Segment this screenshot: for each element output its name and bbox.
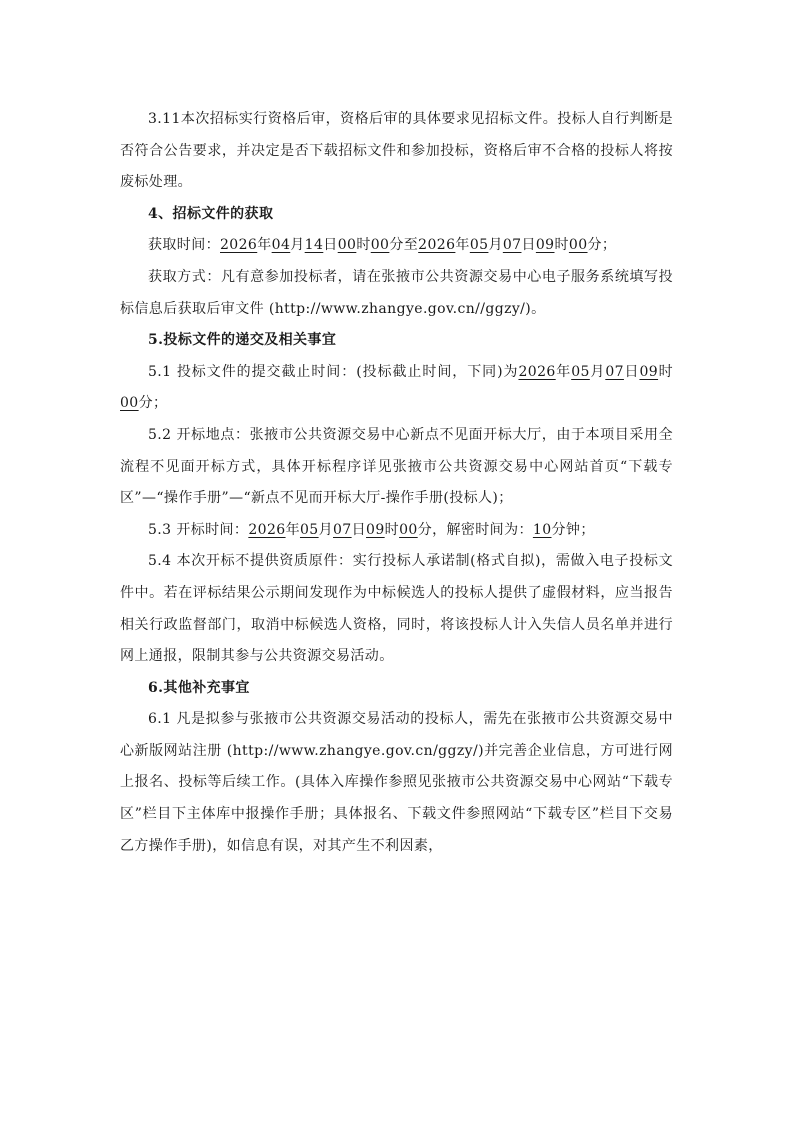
unit-text: 分；	[138, 395, 168, 412]
unit-text: 月	[589, 363, 606, 380]
deadline-hour: 09	[639, 363, 659, 380]
unit-text: 时	[384, 521, 400, 538]
end-minute: 00	[568, 237, 588, 254]
unit-text: 年	[455, 237, 470, 254]
unit-text: 分；	[587, 237, 617, 254]
unit-text: 日	[323, 237, 338, 254]
obtain-time-label: 获取时间：	[148, 237, 220, 254]
unit-text: 日	[623, 363, 640, 380]
unit-text: 时	[554, 237, 569, 254]
unit-text: 时	[658, 363, 674, 380]
start-month: 04	[271, 237, 291, 254]
unit-text: 日	[521, 237, 536, 254]
opening-year: 2026	[248, 521, 286, 538]
opening-day: 07	[333, 521, 352, 538]
paragraph-6-1: 6.1 凡是拟参与张掖市公共资源交易活动的投标人，需先在张掖市公共资源交易中心新版网站注册 (http://www.zhangye.gov.cn/ggzy/)并完善企业信息，方可进行网上报名、投标等后续工作。(具体入库操作参照见张掖市公共资源交易中心网站“下载专区”栏目下主体库中报操作手册；具体报名、下载文件参照网站“下载专区”栏目下交易乙方操作手册)，如信息有误，对其产生不利因素，	[120, 711, 673, 854]
heading-section-5: 5.投标文件的递交及相关事宜	[148, 332, 337, 349]
unit-text: 月	[290, 237, 305, 254]
unit-text: 年	[257, 237, 272, 254]
end-month: 05	[469, 237, 489, 254]
paragraph-5-2: 5.2 开标地点：张掖市公共资源交易中心新点不见面开标大厅，由于本项目采用全流程不见面开标方式，具体开标程序详见张掖市公共资源交易中心网站首页“下载专区”—“操作手册”—“新点不见而开标大厅-操作手册(投标人)；	[120, 426, 673, 507]
unit-text: 分钟；	[551, 521, 595, 538]
paragraph-obtain-method: 获取方式：凡有意参加投标者，请在张掖市公共资源交易中心电子服务系统填写投标信息后获取后审文件 (http://www.zhangye.gov.cn//ggzy/)。	[120, 268, 673, 317]
start-day: 14	[304, 237, 324, 254]
document-body	[120, 104, 673, 862]
end-day: 07	[502, 237, 522, 254]
unit-text: 年	[555, 363, 572, 380]
paragraph-3-11: 3.11本次招标实行资格后审，资格后审的具体要求见招标文件。投标人自行判断是否符合公告要求，并决定是否下载招标文件和参加投标，资格后审不合格的投标人将按废标处理。	[120, 111, 673, 191]
unit-text: 日	[351, 521, 367, 538]
start-hour: 00	[337, 237, 357, 254]
deadline-year: 2026	[518, 363, 556, 380]
start-year: 2026	[220, 237, 258, 254]
heading-section-4: 4、招标文件的获取	[148, 205, 274, 222]
unit-text: 时	[356, 237, 371, 254]
unit-text: 月	[488, 237, 503, 254]
opening-minute: 00	[399, 521, 418, 538]
paragraph-5-1-text: 5.1 投标文件的提交截止时间：(投标截止时间，下同)为	[148, 363, 519, 380]
opening-hour: 09	[366, 521, 385, 538]
paragraph-5-1	[120, 357, 673, 420]
paragraph-obtain-time	[120, 230, 673, 262]
heading-section-6: 6.其他补充事宜	[148, 679, 250, 696]
opening-month: 05	[299, 521, 319, 538]
deadline-day: 07	[605, 363, 624, 380]
unit-text: 分至	[389, 237, 419, 254]
unit-text: 年	[285, 521, 300, 538]
decrypt-minutes: 10	[532, 521, 552, 538]
paragraph-5-3-text: 5.3 开标时间：	[148, 521, 249, 538]
unit-text: 月	[318, 521, 333, 538]
end-hour: 09	[535, 237, 555, 254]
deadline-minute: 00	[120, 395, 139, 412]
paragraph-5-3	[120, 515, 673, 547]
paragraph-5-4: 5.4 本次开标不提供资质原件：实行投标人承诺制(格式自拟)，需做入电子投标文件中。若在评标结果公示期间发现作为中标候选人的投标人提供了虚假材料，应当报告相关行政监督部门，取消中标候选人资格，同时，将该投标人计入失信人员名单并进行网上通报，限制其参与公共资源交易活动。	[120, 553, 673, 665]
unit-text: 分，解密时间为：	[417, 521, 533, 538]
end-year: 2026	[418, 237, 456, 254]
deadline-month: 05	[571, 363, 590, 380]
start-minute: 00	[370, 237, 390, 254]
